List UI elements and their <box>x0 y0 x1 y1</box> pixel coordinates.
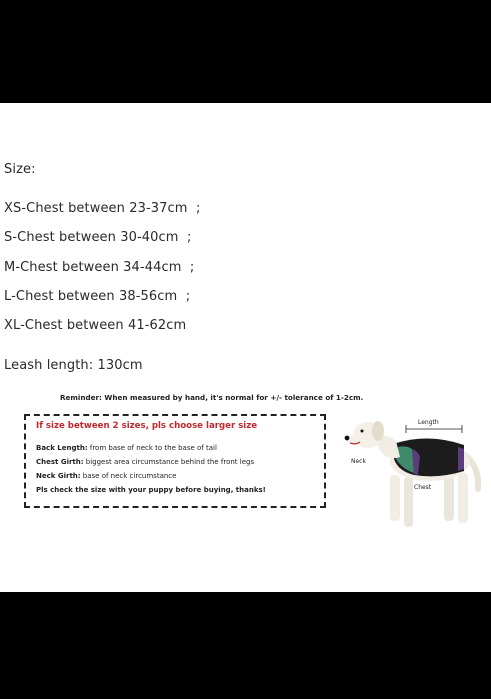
bottom-black-bar <box>0 592 491 699</box>
size-warning: If size between 2 sizes, pls choose larger size <box>36 421 258 431</box>
size-xl: XL-Chest between 41-62cm <box>4 318 187 333</box>
leash-length: Leash length: 130cm <box>4 358 143 373</box>
size-xs: XS-Chest between 23-37cm ; <box>4 201 201 216</box>
measurement-note-box <box>24 414 326 508</box>
chest-label: Chest <box>414 484 432 491</box>
top-black-bar <box>0 0 491 103</box>
neck-girth-definition: Neck Girth: base of neck circumstance <box>36 472 177 480</box>
neck-label: Neck <box>351 458 366 465</box>
measurement-reminder: Reminder: When measured by hand, it's normal for +/- tolerance of 1-2cm. <box>60 393 364 402</box>
size-l: L-Chest between 38-56cm ; <box>4 289 191 304</box>
check-size-note: Pls check the size with your puppy before buying, thanks! <box>36 486 266 494</box>
back-length-definition: Back Length: from base of neck to the base of tail <box>36 444 217 452</box>
size-s: S-Chest between 30-40cm ; <box>4 230 192 245</box>
dog-in-vest-illustration <box>338 405 488 535</box>
size-chart-content <box>0 103 491 592</box>
size-heading: Size: <box>4 162 36 177</box>
size-m: M-Chest between 34-44cm ; <box>4 260 195 275</box>
length-label: Length <box>418 419 439 426</box>
chest-girth-definition: Chest Girth: biggest area circumstance behind the front legs <box>36 458 255 466</box>
